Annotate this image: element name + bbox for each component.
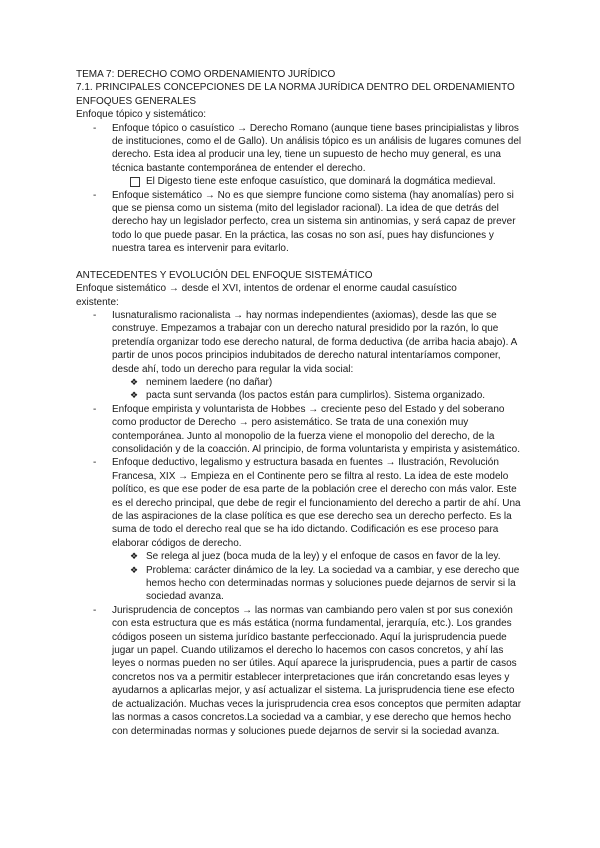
paragraph-line: Jurisprudencia de conceptos → las normas van cambiando pero valen st por sus conexión <box>112 604 513 616</box>
list-item <box>0 122 600 176</box>
dash-bullet-icon: - <box>93 309 97 321</box>
diamond-bullet-icon: ❖ <box>130 551 139 562</box>
diamond-bullet-icon: ❖ <box>130 390 139 401</box>
paragraph-line: consolidación y de la coacción. Al principio, de forma voluntarista y empirista y asistemático. <box>112 443 520 455</box>
paragraph-line: sociedad avanza. <box>146 591 224 603</box>
section-subtitle: 7.1. PRINCIPALES CONCEPCIONES DE LA NORMA JURÍDICA DENTRO DEL ORDENAMIENTO <box>76 82 515 94</box>
paragraph-line: como productor de Derecho → pero asistemático. Se trata de una conexión muy <box>112 417 469 429</box>
paragraph-line: nuestra tarea es intervenir para evitarlo. <box>112 243 289 255</box>
paragraph-line: Iusnaturalismo racionalista → hay normas independientes (axiomas), desde las que se <box>112 309 497 321</box>
dash-bullet-icon: - <box>93 122 97 134</box>
paragraph-line: códigos poseen un sistema jurídico bastante perfeccionado. Aquí la jurisprudencia puede <box>112 631 507 643</box>
paragraph-line: pretendía organizar todo ese derecho natural, de forma deductiva (de arriba hacia abajo). A <box>112 336 518 348</box>
dash-bullet-icon: - <box>93 604 97 616</box>
list-item <box>0 189 600 256</box>
paragraph-line: leyes o normas pueden no ser útiles. Aquí aparece la jurisprudencia, pues a partir de casos <box>112 658 517 670</box>
paragraph-line: técnica bastante contemporánea de entender el derecho. <box>112 162 366 174</box>
list-item <box>0 456 600 550</box>
paragraph-line: concretos nos va a permitir establecer interpretaciones que irán concretando esas leyes y <box>112 671 510 683</box>
intro-text: existente: <box>76 296 119 308</box>
checkbox-icon[interactable] <box>130 177 140 187</box>
sub-list-item <box>0 376 600 389</box>
dash-bullet-icon: - <box>93 189 97 201</box>
paragraph-line: derecho hay un legislador perfecto, crea un sistema sin antinomias, y será capaz de prever <box>112 216 516 228</box>
paragraph-line: es el derecho principal, que debe de regir el funcionamiento del derecho a partir de ahí. Una <box>112 497 521 509</box>
paragraph-line: de las aspiraciones de la clase política es que ese derecho sea un derecho perfecto. Es la <box>112 511 512 522</box>
list-item <box>0 403 600 457</box>
paragraph-line: ayudarnos a aplicarlas mejor, y así actualizar el sistema. La jurisprudencia tiene ese efecto <box>112 685 515 697</box>
paragraph-line: Enfoque tópico o casuístico → Derecho Romano (aunque tiene bases principialistas y libros <box>112 122 519 134</box>
sub-list-item <box>0 550 600 563</box>
paragraph-line: con determinadas normas y soluciones puede dejarnos de servir si la sociedad avanza. <box>112 725 500 737</box>
intro-text: Enfoque tópico y sistemático: <box>76 109 207 121</box>
list-item <box>0 604 600 738</box>
dash-bullet-icon: - <box>93 457 97 469</box>
paragraph-line: Se relega al juez (boca muda de la ley) y el enfoque de casos en favor de la ley. <box>146 551 501 563</box>
intro-text: Enfoque sistemático → desde el XVI, intentos de ordenar el enorme caudal casuístico <box>76 283 457 295</box>
paragraph-line: construye. Empezamos a trabajar con un derecho natural presidido por la razón, lo que <box>112 323 499 335</box>
section-title: ANTECEDENTES Y EVOLUCIÓN DEL ENFOQUE SISTEMÁTICO <box>76 269 373 281</box>
paragraph-line: Francesa, XIX → Empieza en el Continente pero se filtra al resto. La idea de este modelo <box>112 470 509 482</box>
paragraph-line: de actualización. Muchas veces la jurisprudencia crea esos conceptos que permiten adaptar <box>112 698 522 710</box>
paragraph-line: que se piensa como un sistema (mito del legislador racional). La idea de que detrás del <box>112 203 499 215</box>
spacer <box>0 256 600 269</box>
dash-bullet-icon: - <box>93 403 97 415</box>
section-subtitle: ENFOQUES GENERALES <box>76 95 197 107</box>
paragraph-line: Enfoque empirista y voluntarista de Hobbes → creciente peso del Estado y del soberano <box>112 403 505 415</box>
paragraph-line: las normas a casos concretos.La sociedad va a cambiar, y ese derecho que hemos hecho <box>112 712 512 724</box>
paragraph-line: jugar un papel. Cuando utilizamos el derecho lo hacemos con casos concretos, y ahí las <box>112 645 504 657</box>
paragraph-line: de instituciones, como el de Gallo). Un análisis tópico es un análisis de lugares comunes del <box>112 136 522 148</box>
paragraph-line: todo lo que puede pasar. En la práctica, las cosas no son así, pues hay disfunciones y <box>112 229 494 241</box>
sub-list-item <box>0 389 600 402</box>
paragraph-line: suma de todo el derecho real que se ha ido dictando. Codificación es ese proceso para <box>112 524 499 536</box>
paragraph-line: contemporánea. Junto al monopolio de la fuerza viene el monopolio del derecho, de la <box>112 430 495 442</box>
document-page <box>0 68 600 738</box>
paragraph-line: político, es que ese poder de esa parte de la población cree el derecho con más valor. Este <box>112 484 517 496</box>
paragraph-line: Enfoque sistemático → No es que siempre funcione como sistema (hay anomalías) pero si <box>112 189 514 201</box>
paragraph-line: con esta estructura que es más estática (norma fundamental, jerarquía, etc.). Los grandes <box>112 618 512 630</box>
paragraph-line: Enfoque deductivo, legalismo y estructura basada en fuentes → Ilustración, Revolución <box>112 457 499 469</box>
list-item <box>0 309 600 376</box>
paragraph-line: elaborar códigos de derecho. <box>112 537 242 549</box>
diamond-bullet-icon: ❖ <box>130 564 139 575</box>
paragraph-line: partir de unos pocos principios indubitados de derecho natural intentaríamos componer, <box>112 350 501 362</box>
paragraph-line: Problema: carácter dinámico de la ley. La sociedad va a cambiar, y ese derecho que <box>146 564 520 576</box>
diamond-bullet-icon: ❖ <box>130 376 139 387</box>
paragraph-line: derecho. Esta idea al producir una ley, tiene un supuesto de hecho muy general, es una <box>112 149 501 161</box>
paragraph-line: hemos hecho con determinadas normas y soluciones puede dejarnos de servir si la <box>146 578 516 590</box>
paragraph-line: pacta sunt servanda (los pactos están para cumplirlos). Sistema organizado. <box>146 390 486 402</box>
paragraph-line: desde ahí, todo un derecho para regular la vida social: <box>112 363 354 375</box>
checkbox-item <box>0 175 600 188</box>
sub-list-item <box>0 564 600 604</box>
checkbox-label: El Digesto tiene este enfoque casuístico, que dominará la dogmática medieval. <box>146 176 496 188</box>
paragraph-line: neminem laedere (no dañar) <box>146 376 273 388</box>
section-title: TEMA 7: DERECHO COMO ORDENAMIENTO JURÍDICO <box>76 69 336 80</box>
